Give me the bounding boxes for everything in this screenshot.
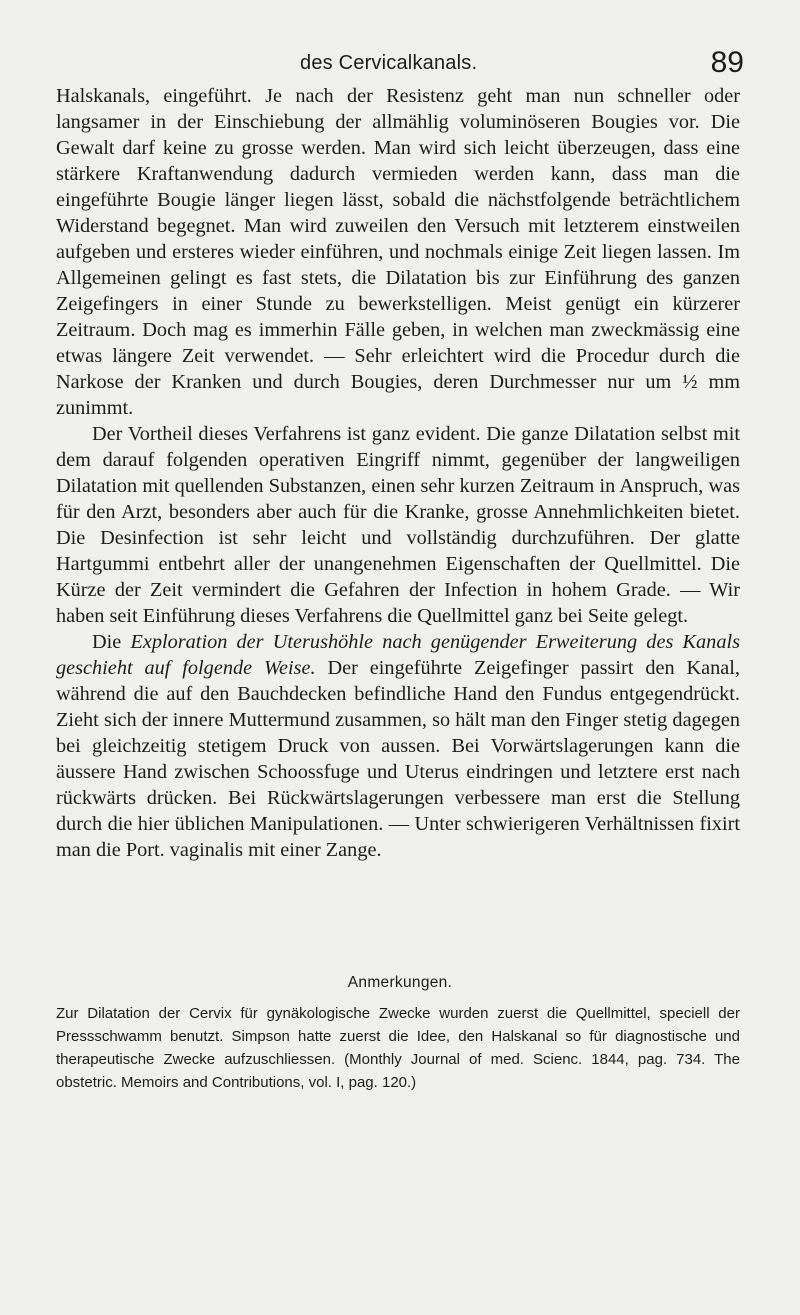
- paragraph-3-italic-phrase: Exploration der Uterushöhle nach genügender Erweiterung des Kanals geschieht auf folgende Weise.: [56, 631, 740, 679]
- paragraph-1: [56, 83, 740, 421]
- paragraph-3: [56, 629, 740, 863]
- notes-paragraph: Zur Dilatation der Cervix für gynäkologische Zwecke wurden zuerst die Quellmittel, speciell der Pressschwamm benutzt. Simpson hatte zuerst die Idee, den Halskanal so für diagnostische und therapeutische Zwecke aufzuschliessen. (Monthly Journal of med. Scienc. 1844, pag. 734. The obstetric. Memoirs and Contributions, vol. I, pag. 120.): [56, 1005, 740, 1091]
- notes-text: [56, 1002, 740, 1094]
- running-head: [0, 46, 800, 86]
- page-number: 89: [710, 46, 744, 79]
- running-title: des Cervicalkanals.: [300, 52, 478, 74]
- notes-heading: Anmerkungen.: [347, 974, 453, 991]
- paragraph-1-text: Halskanals, eingeführt. Je nach der Resistenz geht man nun schneller oder langsamer in der Einschiebung der allmählig voluminöseren Bougies vor. Die Gewalt darf keine zu grosse werden. Man wird sich leicht überzeugen, dass eine stärkere Kraftanwendung dadurch vermieden werden kann, dass man die eingeführte Bougie länger liegen lässt, sobald die nächstfolgende beträchtlichem Widerstand begegnet. Man wird zuweilen den Versuch mit letzterem einstweilen aufgeben und ersteres wieder einführen, und nochmals einige Zeit liegen lassen. Im Allgemeinen gelingt es fast stets, die Dilatation bis zur Einführung des ganzen Zeigefingers in einer Stunde zu bewerkstelligen. Meist genügt ein kürzerer Zeitraum. Doch mag es immerhin Fälle geben, in welchen man zweckmässig eine etwas längere Zeit verwendet. — Sehr erleichtert wird die Procedur durch die Narkose der Kranken und durch Bougies, deren Durchmesser nur um ½ mm zunimmt.: [56, 85, 740, 419]
- paragraph-3-text-rest: Der eingeführte Zeigefinger passirt den Kanal, während die auf den Bauchdecken befindliche Hand den Fundus entgegendrückt. Zieht sich der innere Muttermund zusammen, so hält man den Finger stetig dagegen bei gleichzeitig stetigem Druck von aussen. Bei Vorwärtslagerungen kann die äussere Hand zwischen Schoossfuge und Uterus eindringen und letztere erst nach rückwärts drücken. Bei Rückwärtslagerungen verbessere man erst die Stellung durch die hier üblichen Manipulationen. — Unter schwierigeren Verhältnissen fixirt man die Port. vaginalis mit einer Zange.: [56, 657, 740, 861]
- paragraph-2-text: Der Vortheil dieses Verfahrens ist ganz evident. Die ganze Dilatation selbst mit dem darauf folgenden operativen Eingriff nimmt, gegenüber der langweiligen Dilatation mit quellenden Substanzen, einen sehr kurzen Zeitraum in Anspruch, was für den Arzt, besonders aber auch für die Kranke, grosse Annehmlichkeiten bietet. Die Desinfection ist sehr leicht und vollständig durchzuführen. Der glatte Hartgummi entbehrt aller der unangenehmen Eigenschaften der Quellmittel. Die Kürze der Zeit vermindert die Gefahren der Infection in hohem Grade. — Wir haben seit Einführung dieses Verfahrens die Quellmittel ganz bei Seite gelegt.: [56, 423, 740, 627]
- paragraph-2: [56, 421, 740, 629]
- body-text: [56, 83, 740, 863]
- paragraph-3-text-lead: Die: [92, 631, 131, 653]
